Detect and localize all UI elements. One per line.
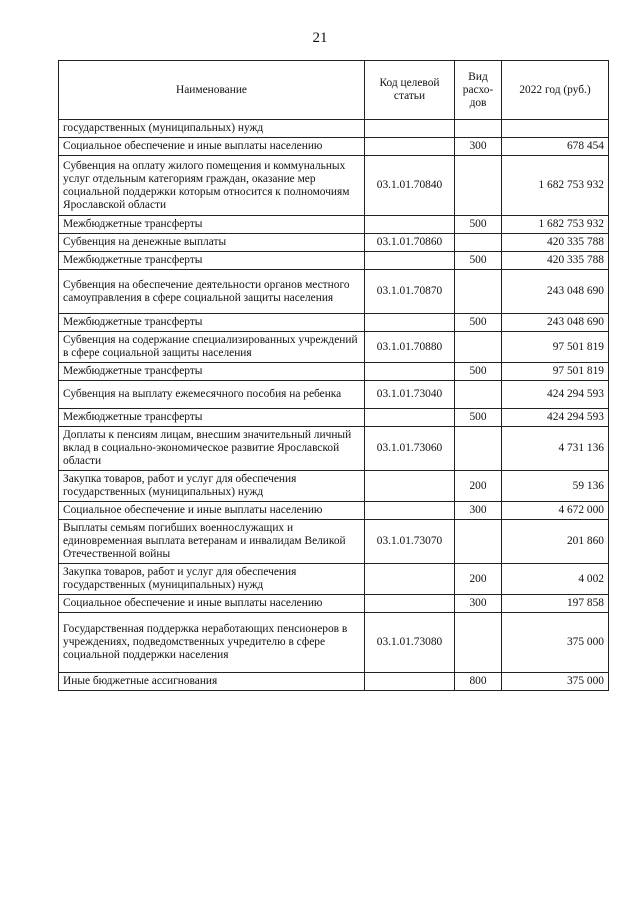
table-row: [59, 270, 609, 314]
cell-name: Закупка товаров, работ и услуг для обеспечения государственных (муниципальных) нужд: [59, 471, 365, 502]
cell-code: [365, 138, 455, 156]
table-row: [59, 595, 609, 613]
cell-amount: 243 048 690: [502, 270, 609, 314]
cell-type: 300: [455, 502, 502, 520]
cell-code: 03.1.01.73040: [365, 381, 455, 409]
cell-type: [455, 520, 502, 564]
cell-name: Межбюджетные трансферты: [59, 216, 365, 234]
cell-name: Межбюджетные трансферты: [59, 252, 365, 270]
cell-type: [455, 381, 502, 409]
table-row: [59, 363, 609, 381]
table-row: [59, 120, 609, 138]
table-row: [59, 138, 609, 156]
cell-name: Межбюджетные трансферты: [59, 363, 365, 381]
cell-name: Социальное обеспечение и иные выплаты населению: [59, 502, 365, 520]
cell-amount: [502, 120, 609, 138]
cell-type: [455, 270, 502, 314]
cell-amount: 375 000: [502, 613, 609, 673]
cell-type: [455, 613, 502, 673]
cell-code: [365, 595, 455, 613]
cell-name: Субвенция на обеспечение деятельности органов местного самоуправления в сфере социальной защиты населения: [59, 270, 365, 314]
cell-name: Закупка товаров, работ и услуг для обеспечения государственных (муниципальных) нужд: [59, 564, 365, 595]
cell-name: Субвенция на содержание специализированных учреждений в сфере социальной защиты населения: [59, 332, 365, 363]
cell-amount: 678 454: [502, 138, 609, 156]
cell-type: [455, 234, 502, 252]
cell-code: [365, 363, 455, 381]
cell-code: [365, 673, 455, 691]
cell-code: [365, 314, 455, 332]
header-name: Наименование: [59, 61, 365, 120]
cell-amount: 243 048 690: [502, 314, 609, 332]
page-number: 21: [312, 30, 328, 46]
cell-name: Государственная поддержка неработающих пенсионеров в учреждениях, подведомственных учредителю в сфере социальной поддержки населения: [59, 613, 365, 673]
cell-amount: 59 136: [502, 471, 609, 502]
budget-table: [58, 60, 609, 691]
cell-name: Межбюджетные трансферты: [59, 314, 365, 332]
table-row: [59, 314, 609, 332]
cell-code: 03.1.01.70880: [365, 332, 455, 363]
table-row: [59, 520, 609, 564]
cell-amount: 420 335 788: [502, 234, 609, 252]
cell-code: [365, 216, 455, 234]
cell-code: 03.1.01.70860: [365, 234, 455, 252]
cell-name: Иные бюджетные ассигнования: [59, 673, 365, 691]
cell-amount: 4 731 136: [502, 427, 609, 471]
cell-type: 300: [455, 138, 502, 156]
cell-code: 03.1.01.70840: [365, 156, 455, 216]
cell-type: [455, 120, 502, 138]
cell-type: [455, 332, 502, 363]
cell-name: государственных (муниципальных) нужд: [59, 120, 365, 138]
table-row: [59, 409, 609, 427]
cell-type: 300: [455, 595, 502, 613]
table-header-row: [59, 61, 609, 120]
table-row: [59, 216, 609, 234]
table-row: [59, 427, 609, 471]
cell-code: [365, 502, 455, 520]
cell-type: 500: [455, 363, 502, 381]
cell-type: 200: [455, 564, 502, 595]
table-row: [59, 381, 609, 409]
cell-type: 500: [455, 409, 502, 427]
cell-amount: 1 682 753 932: [502, 156, 609, 216]
cell-name: Выплаты семьям погибших военнослужащих и единовременная выплата ветеранам и инвалидам Великой Отечественной войны: [59, 520, 365, 564]
cell-type: 500: [455, 314, 502, 332]
cell-code: 03.1.01.73060: [365, 427, 455, 471]
header-code: Код целевой статьи: [365, 61, 455, 120]
table-row: [59, 156, 609, 216]
table-row: [59, 613, 609, 673]
cell-amount: 97 501 819: [502, 363, 609, 381]
cell-code: 03.1.01.70870: [365, 270, 455, 314]
cell-code: [365, 252, 455, 270]
cell-type: 800: [455, 673, 502, 691]
cell-type: [455, 427, 502, 471]
cell-amount: 197 858: [502, 595, 609, 613]
cell-type: [455, 156, 502, 216]
header-amount: 2022 год (руб.): [502, 61, 609, 120]
cell-code: 03.1.01.73070: [365, 520, 455, 564]
cell-amount: 420 335 788: [502, 252, 609, 270]
table-row: [59, 332, 609, 363]
cell-amount: 4 002: [502, 564, 609, 595]
cell-amount: 1 682 753 932: [502, 216, 609, 234]
cell-name: Доплаты к пенсиям лицам, внесшим значительный личный вклад в социально-экономическое развитие Ярославской области: [59, 427, 365, 471]
table-row: [59, 471, 609, 502]
cell-amount: 97 501 819: [502, 332, 609, 363]
cell-name: Социальное обеспечение и иные выплаты населению: [59, 138, 365, 156]
cell-type: 500: [455, 216, 502, 234]
cell-amount: 4 672 000: [502, 502, 609, 520]
table-row: [59, 252, 609, 270]
cell-type: 200: [455, 471, 502, 502]
cell-code: 03.1.01.73080: [365, 613, 455, 673]
cell-type: 500: [455, 252, 502, 270]
cell-amount: 424 294 593: [502, 409, 609, 427]
table-row: [59, 673, 609, 691]
table-row: [59, 564, 609, 595]
cell-code: [365, 471, 455, 502]
cell-code: [365, 120, 455, 138]
table-row: [59, 502, 609, 520]
header-type: Вид расхо-дов: [455, 61, 502, 120]
table-row: [59, 234, 609, 252]
cell-name: Субвенция на денежные выплаты: [59, 234, 365, 252]
cell-code: [365, 564, 455, 595]
cell-amount: 424 294 593: [502, 381, 609, 409]
cell-amount: 375 000: [502, 673, 609, 691]
cell-name: Субвенция на выплату ежемесячного пособия на ребенка: [59, 381, 365, 409]
cell-name: Социальное обеспечение и иные выплаты населению: [59, 595, 365, 613]
cell-code: [365, 409, 455, 427]
cell-name: Субвенция на оплату жилого помещения и коммунальных услуг отдельным категориям граждан, оказание мер социальной поддержки которым относится к полномочиям Ярославской области: [59, 156, 365, 216]
cell-amount: 201 860: [502, 520, 609, 564]
cell-name: Межбюджетные трансферты: [59, 409, 365, 427]
